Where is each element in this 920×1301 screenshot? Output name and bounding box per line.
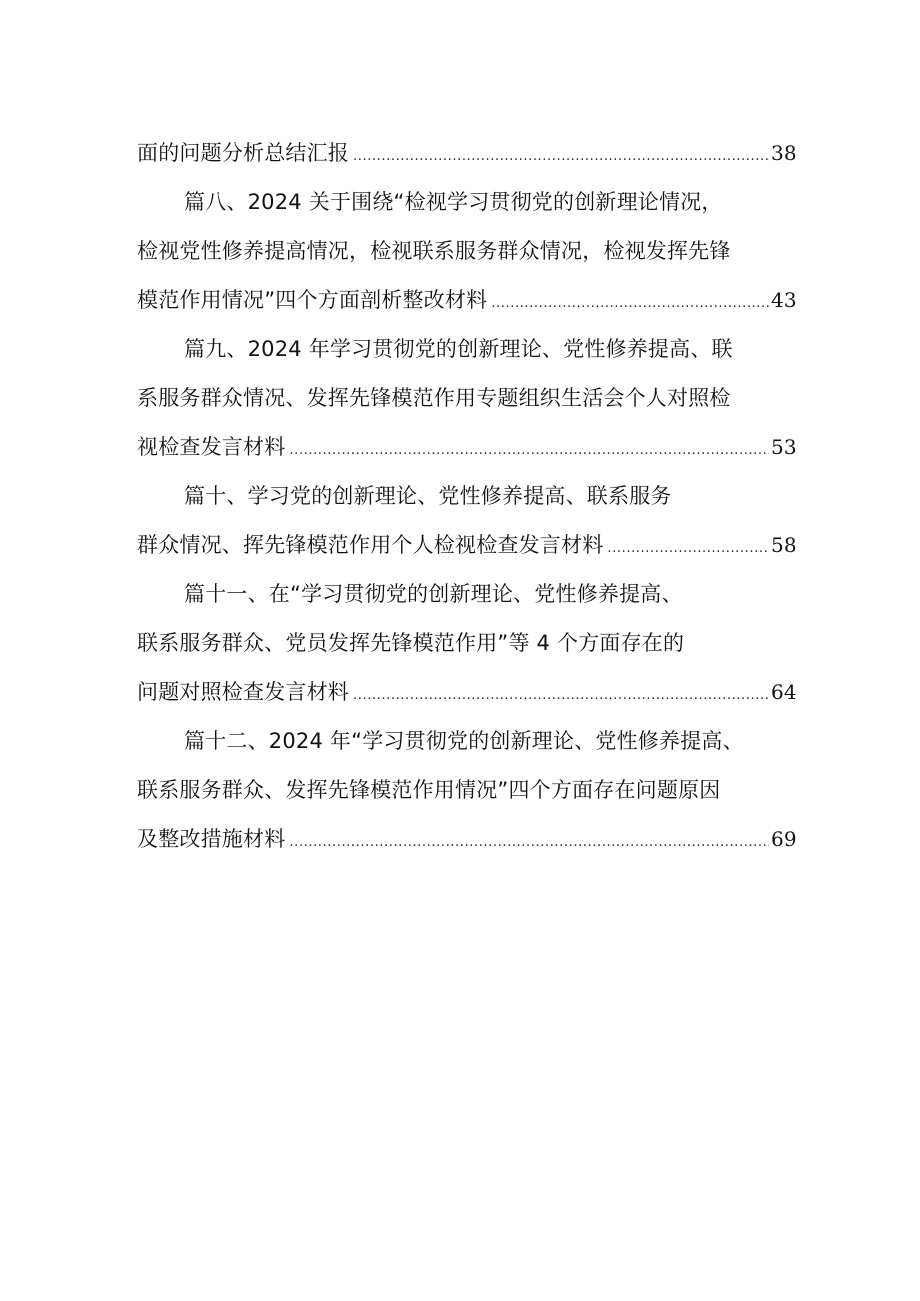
page-number: 69	[771, 827, 797, 851]
dot-leader	[607, 524, 769, 573]
toc-entry-text: 视检查发言材料	[137, 435, 286, 459]
toc-entry-line	[137, 374, 797, 423]
toc-entry-line	[137, 619, 797, 668]
toc-entry-text: 模范作用情况”四个方面剖析整改材料	[137, 288, 488, 312]
toc-entry-line	[137, 178, 797, 227]
dot-leader	[491, 279, 769, 328]
table-of-contents	[137, 129, 797, 864]
toc-entry-text: 及整改措施材料	[137, 827, 286, 851]
page-number: 53	[771, 435, 797, 459]
toc-entry-line	[137, 717, 797, 766]
page-number: 43	[771, 288, 797, 312]
toc-entry-text: 群众情况、挥先锋模范作用个人检视检查发言材料	[137, 533, 604, 557]
toc-entry-text: 联系服务群众、发挥先锋模范作用情况”四个方面存在问题原因	[137, 778, 721, 802]
toc-entry-text: 面的问题分析总结汇报	[137, 141, 349, 165]
toc-entry-line	[137, 423, 797, 472]
toc-entry-line	[137, 325, 797, 374]
toc-entry-line	[137, 472, 797, 521]
toc-entry-line	[137, 129, 797, 178]
dot-leader	[353, 671, 769, 720]
toc-entry-text: 系服务群众情况、发挥先锋模范作用专题组织生活会个人对照检	[137, 386, 731, 410]
toc-entry-text: 篇八、2024 关于围绕“检视学习贯彻党的创新理论情况，	[184, 190, 723, 214]
toc-entry-text: 联系服务群众、党员发挥先锋模范作用”等 4 个方面存在的	[137, 631, 685, 655]
toc-entry-line	[137, 766, 797, 815]
toc-entry-line	[137, 668, 797, 717]
toc-entry-line	[137, 815, 797, 864]
dot-leader	[289, 818, 769, 867]
toc-entry-line	[137, 227, 797, 276]
toc-entry-text: 篇十二、2024 年“学习贯彻党的创新理论、党性修养提高、	[184, 729, 744, 753]
toc-entry-text: 问题对照检查发言材料	[137, 680, 349, 704]
toc-entry-line	[137, 570, 797, 619]
toc-entry-text: 检视党性修养提高情况，检视联系服务群众情况，检视发挥先锋	[137, 239, 731, 263]
toc-entry-line	[137, 276, 797, 325]
page-number: 64	[771, 680, 797, 704]
dot-leader	[353, 132, 769, 181]
page-number: 38	[771, 141, 797, 165]
toc-entry-line	[137, 521, 797, 570]
dot-leader	[289, 426, 769, 475]
page-number: 58	[771, 533, 797, 557]
toc-entry-text: 篇十、学习党的创新理论、党性修养提高、联系服务	[184, 484, 672, 508]
toc-entry-text: 篇十一、在“学习贯彻党的创新理论、党性修养提高、	[184, 582, 683, 606]
toc-entry-text: 篇九、2024 年学习贯彻党的创新理论、党性修养提高、联	[184, 337, 733, 361]
